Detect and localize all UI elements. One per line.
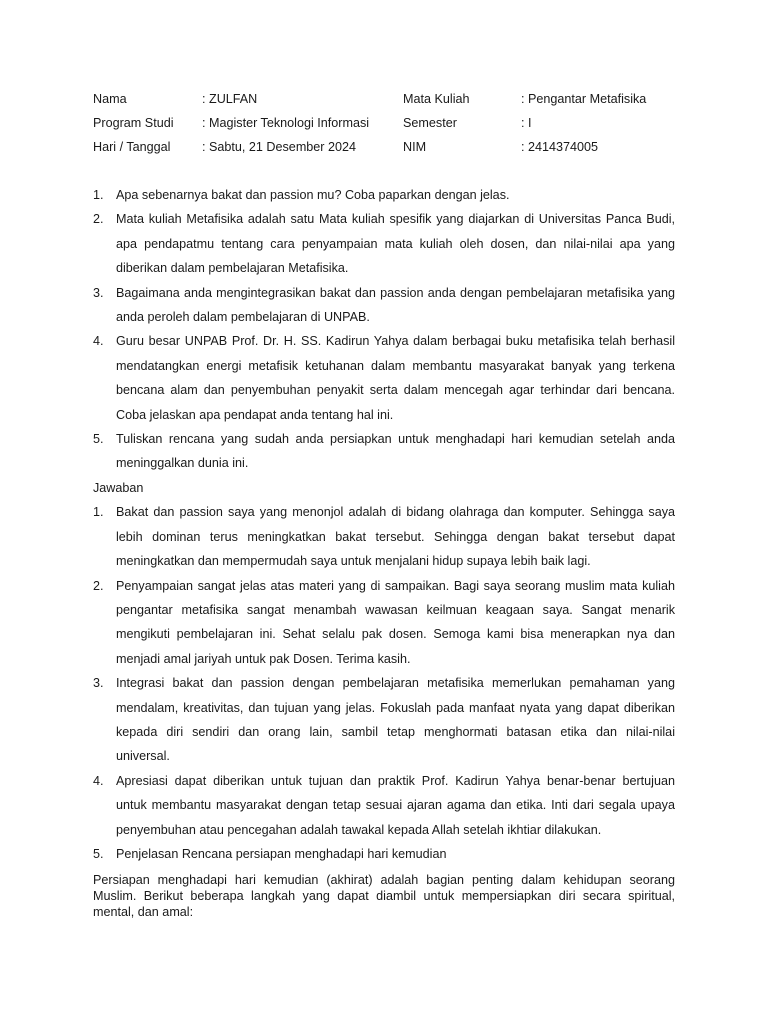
question-text-line: Bagaimana anda mengintegrasikan bakat dan passion anda dengan pembelajaran metafisika yang [116, 285, 675, 300]
answer-text-line: Penyampaian sangat jelas atas materi yang di sampaikan. Bagi saya seorang muslim mata kuliah [116, 578, 675, 593]
label-semester: Semester [403, 116, 457, 130]
answer-text-line: Apresiasi dapat diberikan untuk tujuan dan praktik Prof. Kadirun Yahya benar-benar bertujuan [116, 773, 675, 788]
question-text-line: Coba jelaskan apa pendapat anda tentang hal ini. [116, 407, 394, 422]
question-text-line: Guru besar UNPAB Prof. Dr. H. SS. Kadirun Yahya dalam berbagai buku metafisika telah berhasil [116, 334, 675, 349]
question-text-line: diberikan dalam pembelajaran Metafisika. [116, 261, 349, 276]
question-number: 2. [93, 212, 104, 227]
answer-item-4 [93, 769, 675, 842]
answer-text-line: untuk membantu masyarakat dengan tetap sesuai ajaran agama dan etika. Inti dari segala upaya [116, 798, 675, 813]
question-text-line: mendatangkan energi metafisik ketuhanan dalam membantu masyarakat banyak yang terkena [116, 358, 675, 373]
question-text-line: Apa sebenarnya bakat dan passion mu? Coba paparkan dengan jelas. [116, 188, 510, 202]
question-text-line: Mata kuliah Metafisika adalah satu Mata kuliah spesifik yang diajarkan di Universitas Panca Budi, [116, 212, 675, 227]
question-number: 5. [93, 432, 104, 447]
header-row-program [93, 111, 683, 135]
answer-text-line: meningkatkan dan mempermudah saya untuk menjalani hidup supaya lebih baik lagi. [116, 554, 591, 569]
answer-item-5 [93, 842, 675, 866]
closing-text-line: Muslim. Berikut beberapa langkah yang dapat diambil untuk mempersiapkan diri secara spiritual, [93, 889, 675, 904]
document-body [93, 183, 675, 920]
question-text-line: Tuliskan rencana yang sudah anda persiapkan untuk menghadapi hari kemudian setelah anda [116, 432, 675, 447]
answer-text-line: Penjelasan Rencana persiapan menghadapi hari kemudian [116, 846, 447, 861]
answer-item-2 [93, 574, 675, 672]
value-nim: : 2414374005 [521, 140, 599, 154]
closing-paragraph [93, 872, 675, 920]
answer-number: 2. [93, 578, 104, 593]
answers-heading: Jawaban [93, 480, 144, 495]
question-text-line: apa pendapatmu tentang cara penyampaian mata kuliah oleh dosen, dan nilai-nilai apa yang [116, 236, 675, 251]
question-item-2 [93, 207, 675, 280]
answer-number: 4. [93, 773, 104, 788]
question-item-3 [93, 281, 675, 330]
header-row-date [93, 135, 683, 159]
question-list [93, 183, 675, 476]
header-row-name [93, 87, 683, 111]
label-program-studi: Program Studi [93, 116, 174, 130]
closing-text-line: mental, dan amal: [93, 905, 194, 920]
question-text-line: meninggalkan dunia ini. [116, 456, 249, 471]
answer-text-line: mendalam, kreativitas, dan tujuan yang jelas. Fokuslah pada manfaat nyata yang dapat diberikan [116, 700, 675, 715]
value-semester: : I [521, 116, 532, 130]
question-number: 3. [93, 285, 104, 300]
question-number: 4. [93, 334, 104, 349]
label-nama: Nama [93, 92, 127, 106]
question-item-5 [93, 427, 675, 476]
answer-text-line: universal. [116, 749, 170, 764]
answer-text-line: kepada diri sendiri dan orang lain, sambil tetap menghormati batasan etika dan nilai-nilai [116, 724, 675, 739]
answer-text-line: lebih dominan terus meningkatkan bakat tersebut. Sehingga dengan bakat tersebut dapat [116, 529, 675, 544]
value-nama: : ZULFAN [202, 92, 258, 106]
answer-text-line: Integrasi bakat dan passion dengan pembelajaran metafisika memerlukan pemahaman yang [116, 676, 675, 691]
answer-number: 3. [93, 676, 104, 691]
value-hari-tanggal: : Sabtu, 21 Desember 2024 [202, 140, 357, 154]
value-mata-kuliah: : Pengantar Metafisika [521, 92, 647, 106]
question-item-4 [93, 329, 675, 427]
answer-text-line: menjadi amal jariyah untuk pak Dosen. Terima kasih. [116, 651, 411, 666]
value-program-studi: : Magister Teknologi Informasi [202, 116, 370, 130]
answer-list [93, 500, 675, 866]
answer-text-line: penyembuhan atau pencegahan adalah tawakal kepada Allah setelah ikhtiar dilakukan. [116, 822, 602, 837]
answer-item-3 [93, 671, 675, 769]
label-hari-tanggal: Hari / Tanggal [93, 140, 171, 154]
question-number: 1. [93, 188, 104, 202]
answer-number: 1. [93, 505, 104, 520]
question-text-line: bencana alam dan penyembuhan penyakit serta dalam mencegah agar terhindar dari bencana. [116, 383, 675, 398]
answer-number: 5. [93, 846, 104, 861]
answer-text-line: mengikuti pembelajaran ini. Sehat selalu pak dosen. Semoga kami bisa menerapkan nya dan [116, 627, 675, 642]
student-info-header [93, 87, 683, 159]
closing-text-line: Persiapan menghadapi hari kemudian (akhirat) adalah bagian penting dalam kehidupan seorang [93, 873, 675, 888]
answer-item-1 [93, 500, 675, 573]
question-text-line: anda peroleh dalam pembelajaran di UNPAB. [116, 310, 370, 325]
answer-text-line: Bakat dan passion saya yang menonjol adalah di bidang olahraga dan komputer. Sehingga saya [116, 505, 675, 520]
question-item-1 [93, 183, 675, 207]
label-mata-kuliah: Mata Kuliah [403, 92, 470, 106]
label-nim: NIM [403, 140, 427, 154]
answer-text-line: pengantar metafisika sangat menambah wawasan keilmuan keagaan saya. Sangat menarik [116, 602, 675, 617]
